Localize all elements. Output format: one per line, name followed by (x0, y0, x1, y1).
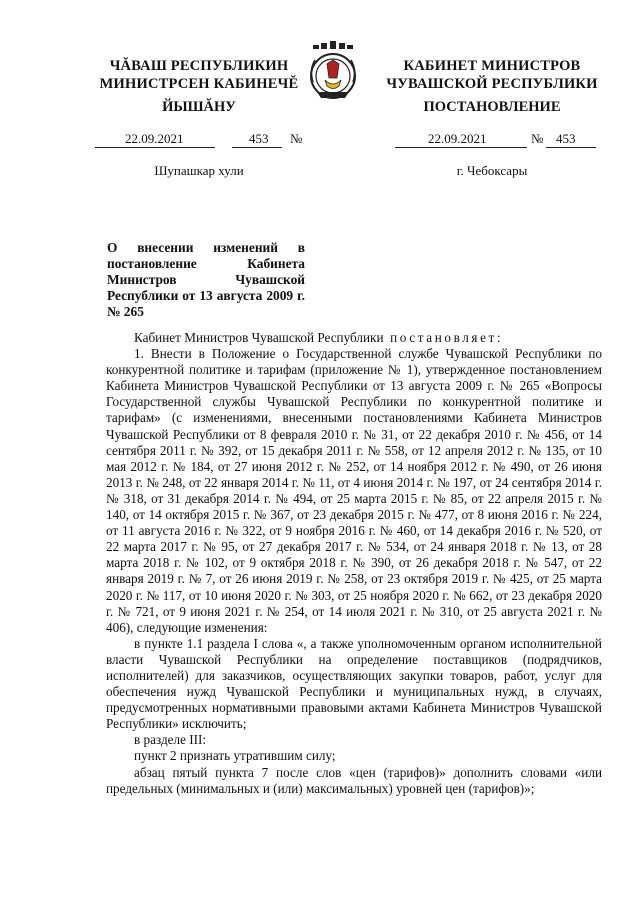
left-number-underline (232, 147, 282, 148)
paragraph-1: 1. Внести в Положение о Государственной службе Чувашской Республики по конкурентной политике и тарифам (приложение № 1), утвержденное постановлением Кабинета Министров Чувашской Республики от 13 августа 2009 г. № 265 «Вопросы Государственной службы Чувашской Республики по конкурентной политике и тарифам» (с изменениями, внесенными постановлениями Кабинета Министров Чувашской Республики от 8 февраля 2010 г. № 31, от 22 декабря 2010 г. № 456, от 14 сентября 2011 г. № 392, от 15 декабря 2011 г. № 558, от 12 апреля 2012 г. № 135, от 10 мая 2012 г. № 184, от 27 июня 2012 г. № 252, от 14 ноября 2012 г. № 490, от 26 июня 2013 г. № 248, от 22 января 2014 г. № 11, от 4 июня 2014 г. № 197, от 24 сентября 2014 г. № 318, от 31 декабря 2014 г. № 494, от 25 марта 2015 г. № 85, от 22 апреля 2015 г. № 140, от 14 октября 2015 г. № 367, от 23 декабря 2015 г. № 477, от 8 июня 2016 г. № 224, от 11 августа 2016 г. № 322, от 9 ноября 2016 г. № 460, от 14 декабря 2016 г. № 520, от 22 марта 2017 г. № 95, от 27 декабря 2017 г. № 534, от 24 января 2018 г. № 13, от 28 марта 2018 г. № 102, от 9 октября 2018 г. № 390, от 26 декабря 2018 г. № 547, от 22 января 2019 г. № 7, от 26 июня 2019 г. № 258, от 23 октября 2019 г. № 425, от 25 марта 2020 г. № 117, от 10 июня 2020 г. № 303, от 25 ноября 2020 г. № 662, от 23 декабря 2020 г. № 721, от 9 июня 2021 г. № 254, от 14 июля 2021 г. № 310, от 25 августа 2021 г. № 406), следующие изменения: (106, 346, 602, 635)
header-left-line1: ЧĂВАШ РЕСПУБЛИКИН (109, 58, 289, 74)
left-city: Шупашкар хули (154, 163, 244, 178)
document-body (106, 330, 602, 797)
header-left-doc-type: ЙЫШĂНУ (162, 99, 236, 115)
document-title: О внесении изменений в постановление Кабинета Министров Чувашской Республики от 13 августа 2009 г. № 265 (107, 240, 305, 319)
intro-paragraph (106, 330, 602, 346)
right-city: г. Чебоксары (456, 163, 528, 178)
chuvash-emblem-icon (303, 40, 363, 106)
right-date: 22.09.2021 (428, 131, 487, 146)
header-right-org (376, 57, 608, 93)
left-number-sign: № (290, 131, 303, 146)
right-date-underline (395, 147, 527, 148)
right-number-sign: № (531, 131, 544, 146)
header-left-line2: МИНИСТРСЕН КАБИНЕЧĔ (99, 76, 299, 92)
left-date-underline (95, 147, 215, 148)
right-number-underline (546, 147, 596, 148)
right-number: 453 (556, 131, 576, 146)
paragraph-3: в разделе III: (134, 732, 207, 748)
header-right-line2: ЧУВАШСКОЙ РЕСПУБЛИКИ (386, 76, 598, 92)
intro-prefix: Кабинет Министров Чувашской Республики (134, 330, 384, 345)
intro-decree: постановляет: (390, 330, 504, 345)
paragraph-4: пункт 2 признать утратившим силу; (134, 748, 336, 764)
paragraph-5: абзац пятый пункта 7 после слов «цен (тарифов)» дополнить словами «или предельных (минимальных и (или) максимальных) уровней цен (тарифов)»; (106, 764, 602, 796)
paragraph-2: в пункте 1.1 раздела I слова «, а также уполномоченным органом исполнительной власти Чувашской Республики на определение поставщиков (подрядчиков, исполнителей) для заказчиков, осуществляющих закупки товаров, работ, услуг для обеспечения нужд Чувашской Республики и муниципальных нужд, в случаях, предусмотренных нормативными правовыми актами Кабинета Министров Чувашской Республики» исключить; (106, 635, 602, 732)
left-number: 453 (249, 131, 269, 146)
header-right-line1: КАБИНЕТ МИНИСТРОВ (403, 58, 581, 74)
header-right-doc-type: ПОСТАНОВЛЕНИЕ (423, 99, 561, 115)
left-date: 22.09.2021 (125, 131, 184, 146)
header-left-org (84, 57, 314, 93)
